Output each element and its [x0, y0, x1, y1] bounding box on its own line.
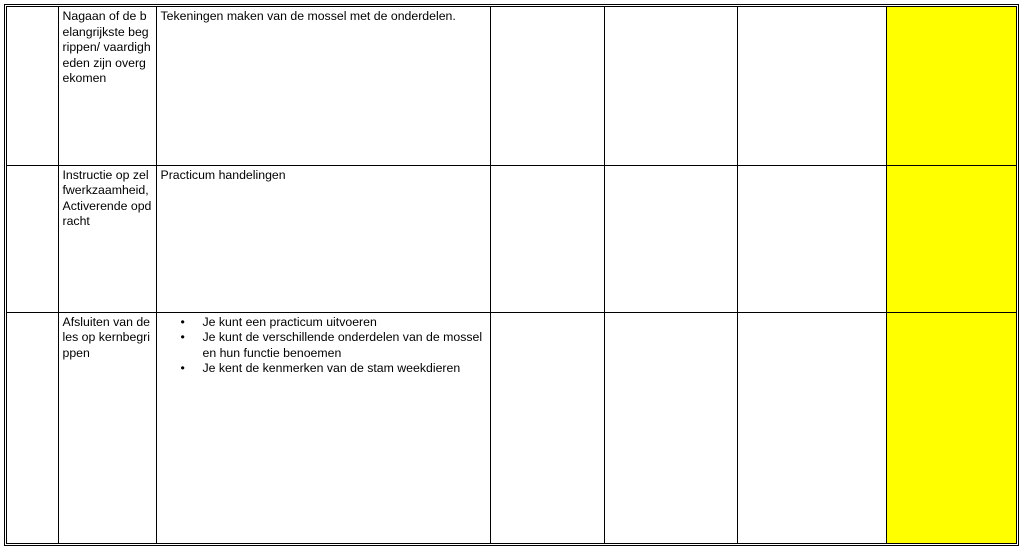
lesson-plan-table	[7, 7, 1016, 543]
list-item-text: Je kunt de verschillende onderdelen van de mossel en hun functie benoemen	[202, 330, 483, 360]
empty-cell	[490, 7, 604, 165]
empty-cell	[737, 312, 886, 543]
document-page	[4, 4, 1019, 546]
empty-cell	[737, 165, 886, 312]
highlight-cell	[886, 165, 1016, 312]
list-item	[180, 361, 486, 377]
table-row-3	[7, 312, 1016, 543]
empty-cell	[604, 7, 737, 165]
table-row-1	[7, 7, 1016, 165]
list-item-text: Je kunt een practicum uitvoeren	[202, 314, 377, 329]
empty-cell	[490, 165, 604, 312]
list-item	[180, 330, 486, 361]
empty-cell	[604, 165, 737, 312]
learning-goals-list	[161, 315, 486, 377]
highlight-cell	[886, 7, 1016, 165]
bullet-icon: •	[180, 314, 185, 329]
content-cell	[156, 312, 490, 543]
bullet-icon: •	[180, 361, 185, 375]
list-item-text: Je kent de kenmerken van de stam weekdieren	[202, 361, 461, 375]
empty-cell	[737, 7, 886, 165]
table-row-2	[7, 165, 1016, 312]
bullet-icon: •	[180, 330, 185, 344]
empty-cell	[604, 312, 737, 543]
highlight-cell	[886, 312, 1016, 543]
content-cell: Practicum handelingen	[156, 165, 490, 312]
empty-cell	[490, 312, 604, 543]
phase-cell: Afsluiten van de les op kernbegrippen	[58, 312, 156, 543]
phase-cell: Instructie op zelfwerkzaamheid, Activerende opdracht	[58, 165, 156, 312]
phase-cell: Nagaan of de belangrijkste begrippen/ vaardigheden zijn overgekomen	[58, 7, 156, 165]
time-cell	[7, 7, 58, 165]
content-cell: Tekeningen maken van de mossel met de onderdelen.	[156, 7, 490, 165]
time-cell	[7, 165, 58, 312]
time-cell	[7, 312, 58, 543]
list-item	[180, 314, 486, 331]
